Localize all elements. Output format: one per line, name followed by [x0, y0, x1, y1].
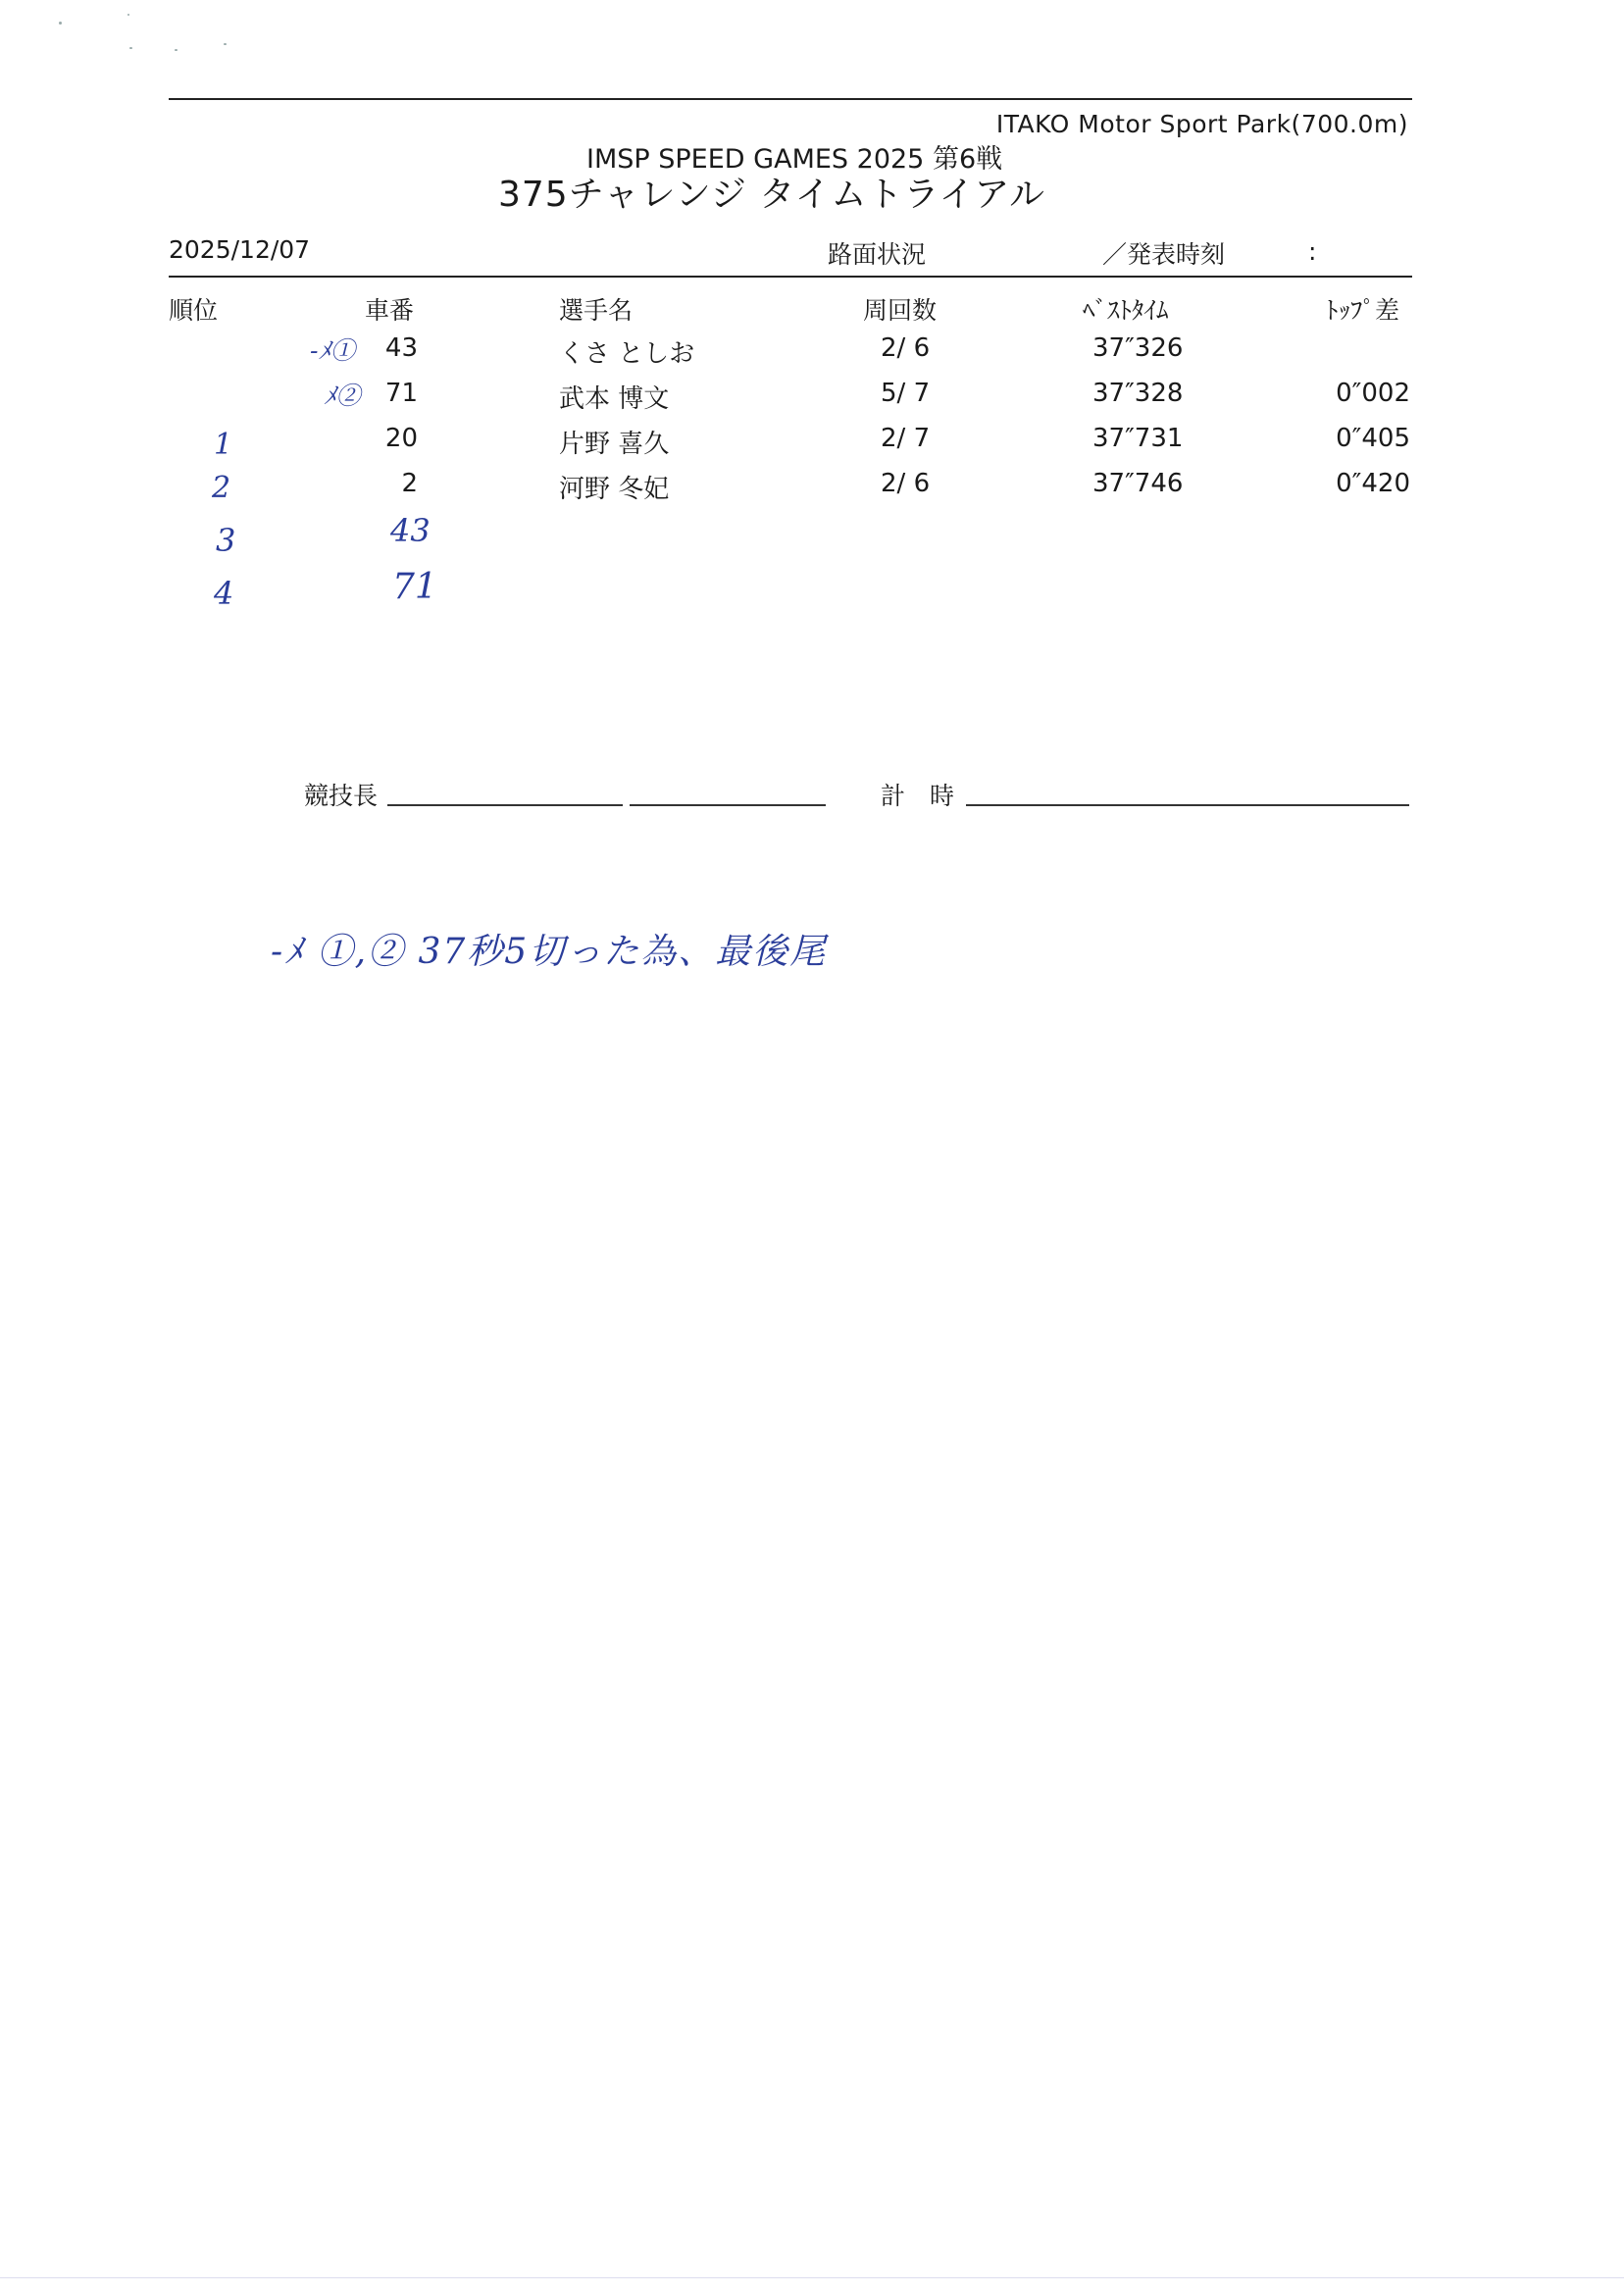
car-number: 20 [384, 424, 418, 453]
driver-name: くさ としお [559, 339, 695, 369]
best-time: 37″746 [1092, 469, 1184, 498]
timing-label: 計 時 [881, 782, 955, 810]
handwritten-position: 1 [214, 428, 233, 462]
page-title: 375チャレンジ タイムトライアル [498, 175, 1045, 215]
driver-name: 武本 博文 [559, 384, 670, 414]
road-condition-label: 路面状況 [828, 240, 927, 269]
laps: 2/ 6 [881, 333, 931, 363]
car-number: 2 [401, 469, 418, 498]
scan-speck [224, 43, 227, 45]
handwritten-car-number: 71 [392, 567, 437, 607]
scan-speck [175, 49, 178, 51]
top-gap: 0″002 [1336, 379, 1410, 408]
race-date: 2025/12/07 [169, 235, 311, 264]
driver-name: 片野 喜久 [559, 430, 670, 459]
col-position: 順位 [169, 296, 219, 325]
scan-speck [129, 47, 132, 49]
top-rule [169, 98, 1412, 100]
col-best-time: ﾍﾞｽﾄﾀｲﾑ [1083, 296, 1169, 325]
header-rule [169, 276, 1412, 278]
scan-speck [127, 14, 129, 16]
announce-time-value: : [1308, 237, 1317, 266]
event-name: IMSP SPEED GAMES 2025 第6戦 [586, 144, 1003, 175]
best-time: 37″731 [1092, 424, 1184, 453]
handwritten-note: -ﾒ ①,② 37秒5切った為、最後尾 [271, 932, 828, 972]
scan-edge [0, 2277, 1624, 2278]
handwritten-mark: -ﾒ① [310, 336, 355, 365]
handwritten-position: 4 [214, 575, 234, 612]
scan-speck [59, 22, 62, 25]
handwritten-position: 3 [216, 522, 236, 559]
handwritten-position: 2 [212, 471, 231, 505]
driver-name: 河野 冬妃 [559, 475, 670, 504]
announce-time-label: ／発表時刻 [1102, 240, 1226, 269]
top-gap: 0″420 [1336, 469, 1410, 498]
handwritten-mark: ﾒ② [324, 382, 361, 410]
laps: 5/ 7 [881, 379, 931, 408]
handwritten-car-number: 43 [390, 512, 431, 549]
timing-signature-line [966, 804, 1409, 806]
laps: 2/ 6 [881, 469, 931, 498]
venue-name: ITAKO Motor Sport Park(700.0m) [995, 110, 1408, 138]
director-signature-line [387, 804, 623, 806]
best-time: 37″326 [1092, 333, 1184, 363]
top-gap: 0″405 [1336, 424, 1410, 453]
col-driver: 選手名 [559, 296, 634, 325]
laps: 2/ 7 [881, 424, 931, 453]
director-label: 競技長 [304, 782, 379, 810]
car-number: 71 [384, 379, 418, 408]
best-time: 37″328 [1092, 379, 1184, 408]
director-signature-line-2 [630, 804, 826, 806]
col-top-gap: ﾄｯﾌﾟ差 [1326, 296, 1400, 325]
col-laps: 周回数 [863, 296, 938, 325]
car-number: 43 [384, 333, 418, 363]
col-car-number: 車番 [365, 296, 415, 325]
